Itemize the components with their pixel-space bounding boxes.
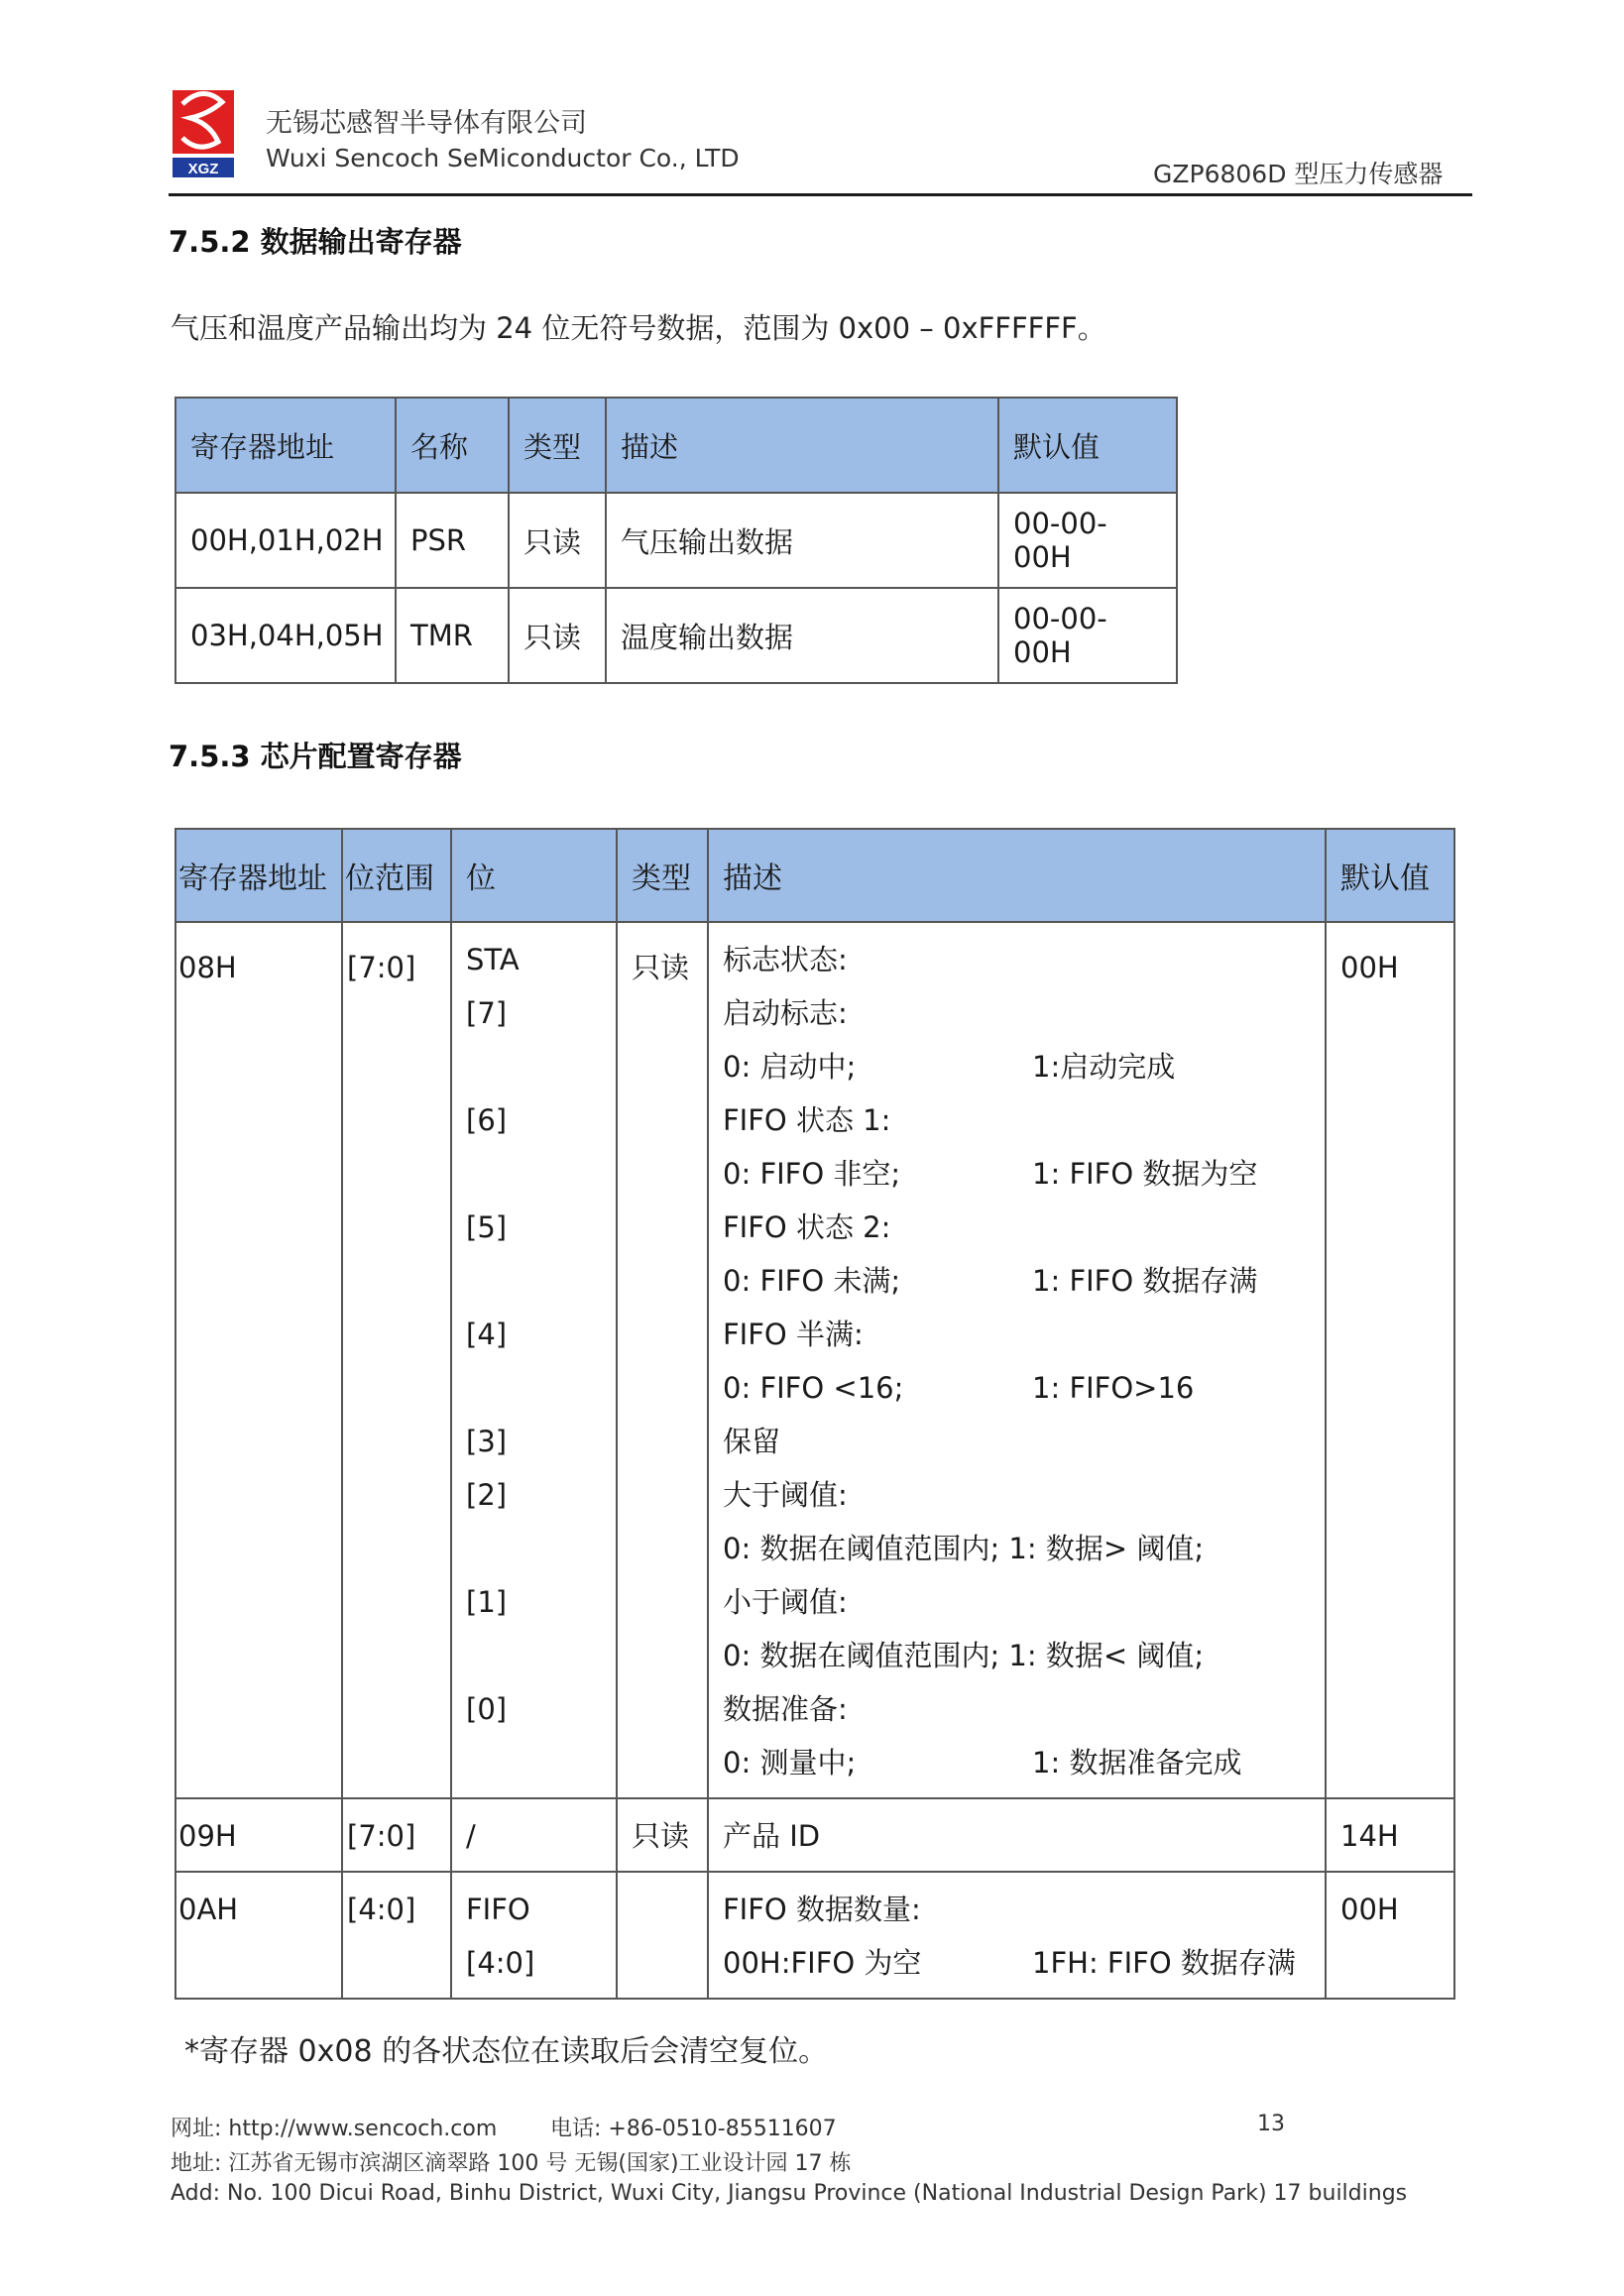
description-right: 1:启动完成 [1032, 1050, 1176, 1084]
col-header-bit: 位 [451, 829, 617, 922]
logo-text: XGZ [187, 161, 219, 177]
cell-description [708, 922, 1326, 1798]
description-line [723, 1147, 1323, 1201]
bit-line: [7] [466, 996, 508, 1030]
description-line [723, 1040, 1323, 1093]
bit-line: [1] [466, 1585, 508, 1619]
description-line [723, 1201, 1323, 1254]
description-right: 1: FIFO>16 [1032, 1371, 1195, 1405]
cell-name: TMR [396, 588, 509, 683]
section-paragraph: 气压和温度产品输出均为 24 位无符号数据，范围为 0x00 – 0xFFFFFF。 [171, 311, 1106, 345]
description-line [723, 1522, 1323, 1575]
table-header-row [175, 829, 1454, 922]
company-logo [169, 84, 238, 183]
description-left: 数据准备: [723, 1692, 848, 1726]
bit-line: [5] [466, 1210, 508, 1244]
description-left: 0: 测量中; [723, 1746, 857, 1779]
description-left: 0: FIFO 未满; [723, 1264, 901, 1298]
col-header-default: 默认值 [1326, 829, 1454, 922]
description-left: 大于阈值: [723, 1478, 848, 1512]
description-line [723, 1468, 1323, 1522]
description-line [723, 1575, 1323, 1629]
cell-bits [451, 1872, 617, 1999]
footer-address-en: Add: No. 100 Dicui Road, Binhu District, Wuxi City, Jiangsu Province (National Industrial Design Park) 17 buildings [171, 2181, 1408, 2206]
section-heading-7-5-3: 7.5.3 芯片配置寄存器 [169, 740, 462, 773]
cell-address: 0AH [175, 1872, 342, 1999]
cell-type: 只读 [617, 922, 708, 1798]
description-left: 小于阈值: [723, 1585, 848, 1619]
chip-config-register-table [174, 828, 1455, 2000]
description-right: 1: FIFO 数据存满 [1032, 1264, 1258, 1298]
bit-line [466, 1522, 614, 1575]
header-divider [169, 193, 1472, 196]
bit-line: [4:0] [466, 1946, 535, 1980]
bit-line: STA [466, 943, 520, 976]
bit-line [466, 1629, 614, 1682]
cell-type: 只读 [509, 493, 606, 588]
description-line [723, 1361, 1323, 1415]
cell-default: 00H [1326, 1872, 1454, 1999]
description-left: 0: 数据在阈值范围内; 1: 数据< 阈值; [723, 1639, 1205, 1672]
cell-type: 只读 [617, 1798, 708, 1872]
table-header-row [175, 398, 1177, 493]
cell-address: 09H [175, 1798, 342, 1872]
cell-default: 00H [1326, 922, 1454, 1798]
page-number: 13 [1257, 2112, 1285, 2136]
col-header-bit-range: 位范围 [342, 829, 451, 922]
description-line [723, 1936, 1323, 1990]
cell-default: 00-00-00H [998, 588, 1177, 683]
cell-address: 00H,01H,02H [175, 493, 396, 588]
description-right: 1: FIFO 数据为空 [1032, 1157, 1258, 1191]
cell-type: 只读 [509, 588, 606, 683]
cell-name: PSR [396, 493, 509, 588]
description-right: 1FH: FIFO 数据存满 [1032, 1946, 1296, 1980]
description-left: 启动标志: [723, 996, 848, 1030]
cell-bit-range: [7:0] [342, 1798, 451, 1872]
bit-line: [4] [466, 1318, 508, 1351]
company-name-en: Wuxi Sencoch SeMiconductor Co., LTD [266, 144, 740, 172]
bit-line: [3] [466, 1425, 508, 1458]
cell-bits [451, 922, 617, 1798]
section-heading-7-5-2: 7.5.2 数据输出寄存器 [169, 225, 462, 259]
bit-line [466, 1147, 614, 1201]
cell-type [617, 1872, 708, 1999]
description-left: 0: FIFO 非空; [723, 1157, 901, 1191]
description-left: 0: 数据在阈值范围内; 1: 数据> 阈值; [723, 1532, 1205, 1565]
cell-bit-range: [7:0] [342, 922, 451, 1798]
description-left: 00H:FIFO 为空 [723, 1946, 922, 1980]
description-left: 保留 [723, 1425, 781, 1458]
cell-address: 08H [175, 922, 342, 1798]
footer-website: 网址: http://www.sencoch.com [171, 2117, 498, 2141]
cell-default: 14H [1326, 1798, 1454, 1872]
description-line [723, 1629, 1323, 1682]
company-name-cn: 无锡芯感智半导体有限公司 [266, 108, 587, 139]
cell-description: 气压输出数据 [606, 493, 998, 588]
description-line [723, 1308, 1323, 1361]
footer-address-cn: 地址: 江苏省无锡市滨湖区滴翠路 100 号 无锡(国家)工业设计园 17 栋 [171, 2151, 852, 2176]
footer-phone: 电话: +86-0510-85511607 [550, 2117, 837, 2141]
bit-line: [2] [466, 1478, 508, 1512]
bit-line [466, 1040, 614, 1093]
description-left: 0: FIFO <16; [723, 1371, 904, 1405]
col-header-default: 默认值 [998, 398, 1177, 493]
description-line [723, 1093, 1323, 1147]
description-line [723, 1682, 1323, 1736]
bit-line [466, 1736, 614, 1789]
data-output-register-table [174, 397, 1178, 684]
table-row-08h [175, 922, 1454, 1798]
col-header-address: 寄存器地址 [175, 829, 342, 922]
description-right: 1: 数据准备完成 [1032, 1746, 1242, 1779]
bit-line [466, 1361, 614, 1415]
document-title: GZP6806D 型压力传感器 [1153, 160, 1444, 188]
description-line [723, 1736, 1323, 1789]
cell-bit-range: [4:0] [342, 1872, 451, 1999]
cell-description: 产品 ID [708, 1798, 1326, 1872]
description-line [723, 1883, 1323, 1936]
table-row-09h [175, 1798, 1454, 1872]
col-header-type: 类型 [617, 829, 708, 922]
col-header-address: 寄存器地址 [175, 398, 396, 493]
table-row-0ah [175, 1872, 1454, 1999]
description-left: 标志状态: [723, 943, 848, 976]
bit-line: [0] [466, 1692, 508, 1726]
description-line [723, 986, 1323, 1040]
cell-bits: / [451, 1798, 617, 1872]
description-line [723, 1254, 1323, 1308]
col-header-description: 描述 [606, 398, 998, 493]
description-line [723, 1415, 1323, 1468]
bit-line: [6] [466, 1103, 508, 1137]
cell-default: 00-00-00H [998, 493, 1177, 588]
col-header-type: 类型 [509, 398, 606, 493]
description-left: FIFO 状态 2: [723, 1210, 891, 1244]
description-left: FIFO 状态 1: [723, 1103, 891, 1137]
description-left: 0: 启动中; [723, 1050, 857, 1084]
col-header-name: 名称 [396, 398, 509, 493]
description-left: FIFO 半满: [723, 1318, 864, 1351]
table-row [175, 588, 1177, 683]
cell-description [708, 1872, 1326, 1999]
register-note: *寄存器 0x08 的各状态位在读取后会清空复位。 [184, 2034, 829, 2069]
bit-line: FIFO [466, 1893, 530, 1926]
description-line [723, 933, 1323, 986]
bit-line [466, 1254, 614, 1308]
table-row [175, 493, 1177, 588]
cell-address: 03H,04H,05H [175, 588, 396, 683]
col-header-description: 描述 [708, 829, 1326, 922]
description-left: FIFO 数据数量: [723, 1893, 921, 1926]
cell-description: 温度输出数据 [606, 588, 998, 683]
